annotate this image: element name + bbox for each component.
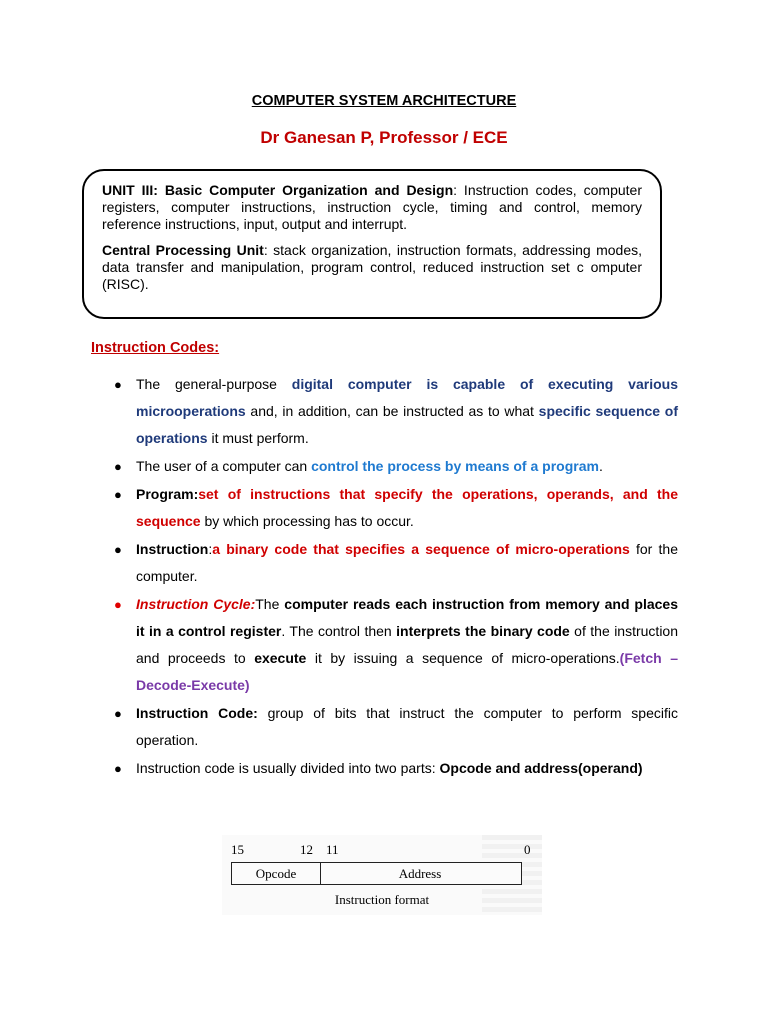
bullet-text: it must perform. (207, 430, 309, 446)
bit-label-12: 12 (300, 842, 313, 857)
bullet-dot-icon: ● (114, 761, 122, 776)
bullet-text: The user of a computer can (136, 458, 312, 474)
unit3-label: UNIT III: Basic Computer Organization and Design (102, 182, 454, 198)
highlight-text: computer reads each instruction from memory and places it in a control register (136, 596, 678, 639)
list-item (113, 481, 678, 535)
instruction-format-figure (222, 835, 542, 915)
unit3-text: : Instruction codes, computer registers, computer instructions, instruction cycle, timing and control, memory reference instructions, input, output and interrupt. (102, 182, 642, 232)
format-box (231, 862, 522, 885)
section-heading: Instruction Codes: (91, 340, 220, 356)
bullet-dot-icon: ● (114, 597, 122, 612)
bullet-list (113, 371, 678, 783)
bullet-text: . (598, 458, 603, 474)
bullet-text: and, in addition, can be instructed as to what (245, 403, 539, 419)
bullet-text: for the computer. (136, 541, 678, 584)
list-item (113, 591, 678, 699)
bullet-dot-icon: ● (114, 459, 122, 474)
opcode-field: Opcode (255, 866, 297, 881)
cpu-paragraph (102, 242, 642, 293)
term-label: Program: (136, 486, 199, 502)
highlight-text: specific sequence of operations (136, 403, 678, 446)
bullet-text: : (208, 541, 213, 557)
bullet-dot-icon: ● (114, 542, 122, 557)
highlight-text: control the process by means of a program (311, 458, 599, 474)
list-item (113, 453, 678, 480)
bullet-text: Instruction code is usually divided into two parts: (136, 760, 440, 776)
highlight-text: digital computer is capable of executing various microoperations (136, 376, 678, 419)
cpu-text: : stack organization, instruction formats, addressing modes, data transfer and manipulation, program control, reduced instruction set c omputer (RISC). (102, 242, 643, 292)
highlight-text: Opcode and address(operand) (439, 760, 643, 776)
bullet-text: group of bits that instruct the computer to perform specific operation. (136, 705, 678, 748)
term-label: Instruction Cycle: (136, 596, 256, 612)
bullet-dot-icon: ● (114, 377, 122, 392)
bullet-text: it by issuing a sequence of micro-operations. (306, 650, 620, 666)
term-label: Instruction (136, 541, 209, 557)
figure-caption: Instruction format (334, 892, 430, 907)
bit-label-15: 15 (231, 842, 244, 857)
bullet-text: by which processing has to occur. (200, 513, 414, 529)
highlight-text: set of instructions that specify the operations, operands, and the sequence (136, 486, 678, 529)
document-title: COMPUTER SYSTEM ARCHITECTURE (251, 93, 517, 109)
highlight-text: interprets the binary code (396, 623, 570, 639)
bullet-dot-icon: ● (114, 706, 122, 721)
highlight-text: a binary code that specifies a sequence of micro-operations (212, 541, 630, 557)
bullet-dot-icon: ● (114, 487, 122, 502)
cpu-label: Central Processing Unit (102, 242, 264, 258)
list-item (113, 371, 678, 452)
highlight-text: (Fetch –Decode-Execute) (136, 650, 678, 693)
bit-label-0: 0 (524, 842, 531, 857)
list-item (113, 755, 678, 782)
highlight-text: execute (254, 650, 307, 666)
unit3-paragraph (102, 182, 642, 233)
bit-label-11: 11 (326, 842, 339, 857)
bullet-text: . The control then (281, 623, 397, 639)
bullet-text: of the instruction and proceeds to (136, 623, 678, 666)
address-field: Address (398, 866, 442, 881)
syllabus-box (82, 169, 662, 319)
term-label: Instruction Code: (136, 705, 258, 721)
author-line: Dr Ganesan P, Professor / ECE (260, 128, 508, 147)
list-item (113, 700, 678, 754)
bullet-text: The general-purpose (136, 376, 292, 392)
bullet-text: The (255, 596, 285, 612)
list-item (113, 536, 678, 590)
